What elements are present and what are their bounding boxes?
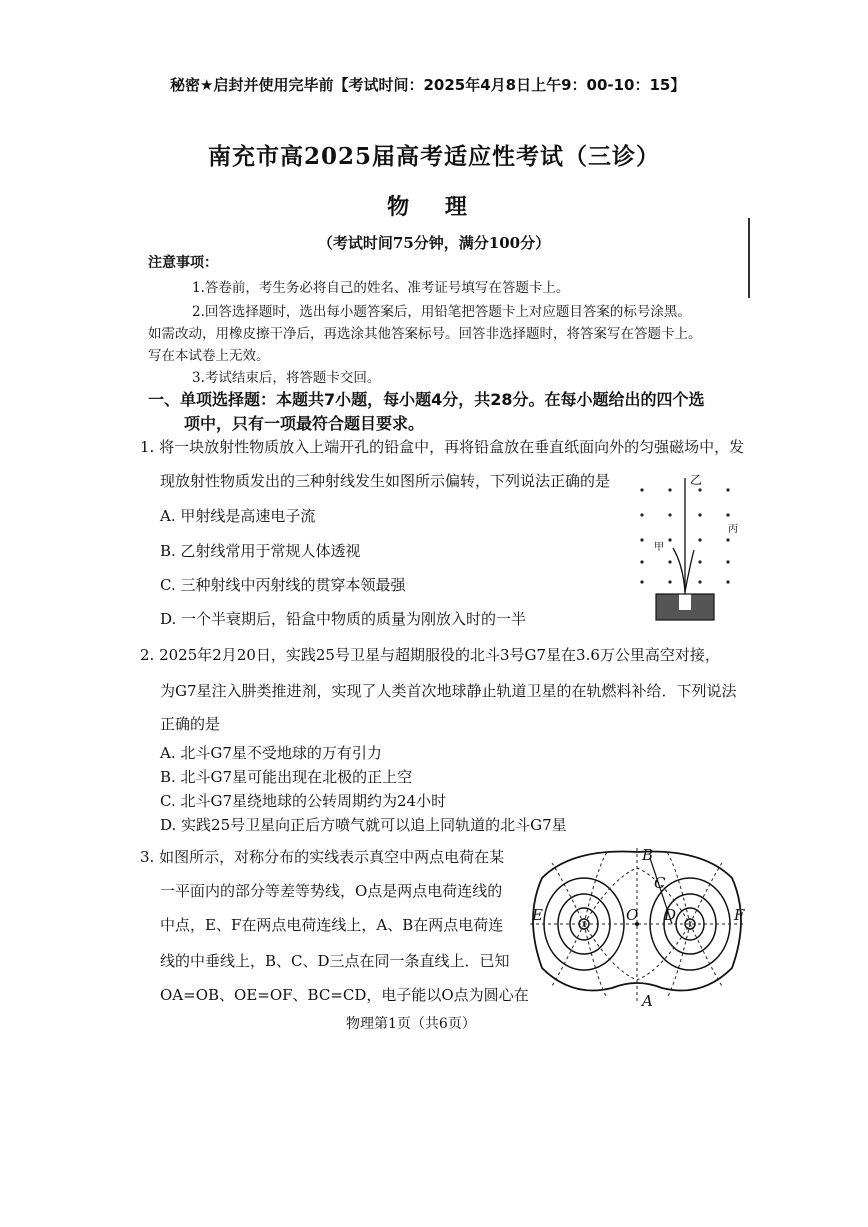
label-jia: 甲 xyxy=(654,542,664,553)
notice-item: 2.回答选择题时，选出每小题答案后，用铅笔把答题卡上对应题目答案的标号涂黑。 xyxy=(192,304,691,320)
label-bing: 丙 xyxy=(728,524,738,535)
lead-box xyxy=(656,594,714,620)
q2-option-a: A. 北斗G7星不受地球的万有引力 xyxy=(160,744,382,762)
q2-option-b: B. 北斗G7星可能出现在北极的正上空 xyxy=(160,768,413,786)
label-e: E xyxy=(532,906,543,924)
q1-option-c: C. 三种射线中丙射线的贯穿本领最强 xyxy=(160,576,406,594)
q2-option-d: D. 实践25号卫星向正后方喷气就可以追上同轨道的北斗G7星 xyxy=(160,816,567,834)
notice-heading: 注意事项： xyxy=(148,255,218,271)
notice-item: 如需改动，用橡皮擦干净后，再选涂其他答案标号。回答非选择题时，将答案写在答题卡上。 xyxy=(148,326,702,342)
label-c: C xyxy=(654,874,666,892)
question-3-text: OA=OB、OE=OF、BC=CD，电子能以O点为圆心在 xyxy=(160,986,529,1004)
margin-line xyxy=(748,218,750,298)
q1-option-d: D. 一个半衰期后，铅盒中物质的质量为刚放入时的一半 xyxy=(160,610,527,628)
section-heading-cont: 项中，只有一项最符合题目要求。 xyxy=(184,414,425,433)
page-footer: 物理第1页（共6页） xyxy=(346,1016,476,1032)
question-2-text: 正确的是 xyxy=(160,715,221,733)
exam-title: 南充市高2025届高考适应性考试（三诊） xyxy=(207,143,660,170)
question-1-text: 现放射性物质发出的三种射线发生如图所示偏转，下列说法正确的是 xyxy=(160,472,611,490)
question-2-text: 为G7星注入肼类推进剂，实现了人类首次地球静止轨道卫星的在轨燃料补给．下列说法 xyxy=(160,682,737,700)
question-2-text: 2. 2025年2月20日，实践25号卫星与超期服役的北斗3号G7星在3.6万公里高空对接， xyxy=(140,646,720,664)
question-3-text: 中点，E、F在两点电荷连线上，A、B在两点电荷连 xyxy=(160,916,504,934)
equipotential-figure xyxy=(522,838,752,1010)
question-3-text: 线的中垂线上，B、C、D三点在同一条直线上．已知 xyxy=(160,952,510,970)
label-yi: 乙 xyxy=(690,473,703,487)
exam-time-info: （考试时间75分钟，满分100分） xyxy=(317,234,551,252)
label-b: B xyxy=(642,846,654,864)
q2-option-c: C. 北斗G7星绕地球的公转周期约为24小时 xyxy=(160,792,447,810)
notice-item: 写在本试卷上无效。 xyxy=(148,348,270,364)
question-3-text: 3. 如图所示，对称分布的实线表示真空中两点电荷在某 xyxy=(140,848,505,866)
label-d: D xyxy=(664,906,677,924)
notice-item: 3.考试结束后，将答题卡交回。 xyxy=(192,370,381,386)
label-o: O xyxy=(626,906,639,924)
secret-header: 秘密★启封并使用完毕前【考试时间：2025年4月8日上午9：00-10：15】 xyxy=(170,76,686,94)
label-a: A xyxy=(642,992,653,1010)
radiation-figure xyxy=(628,470,738,625)
q1-option-b: B. 乙射线常用于常规人体透视 xyxy=(160,542,361,560)
subject-title: 物 理 xyxy=(387,194,481,220)
question-3-text: 一平面内的部分等差等势线，O点是两点电荷连线的 xyxy=(160,882,503,900)
section-heading: 一、单项选择题：本题共7小题，每小题4分，共28分。在每小题给出的四个选 xyxy=(148,390,705,409)
label-f: F xyxy=(734,906,745,924)
notice-item: 1.答卷前，考生务必将自己的姓名、准考证号填写在答题卡上。 xyxy=(192,280,570,296)
question-1-text: 1. 将一块放射性物质放入上端开孔的铅盒中，再将铅盒放在垂直纸面向外的匀强磁场中，发 xyxy=(140,438,745,456)
q1-option-a: A. 甲射线是高速电子流 xyxy=(160,507,316,525)
